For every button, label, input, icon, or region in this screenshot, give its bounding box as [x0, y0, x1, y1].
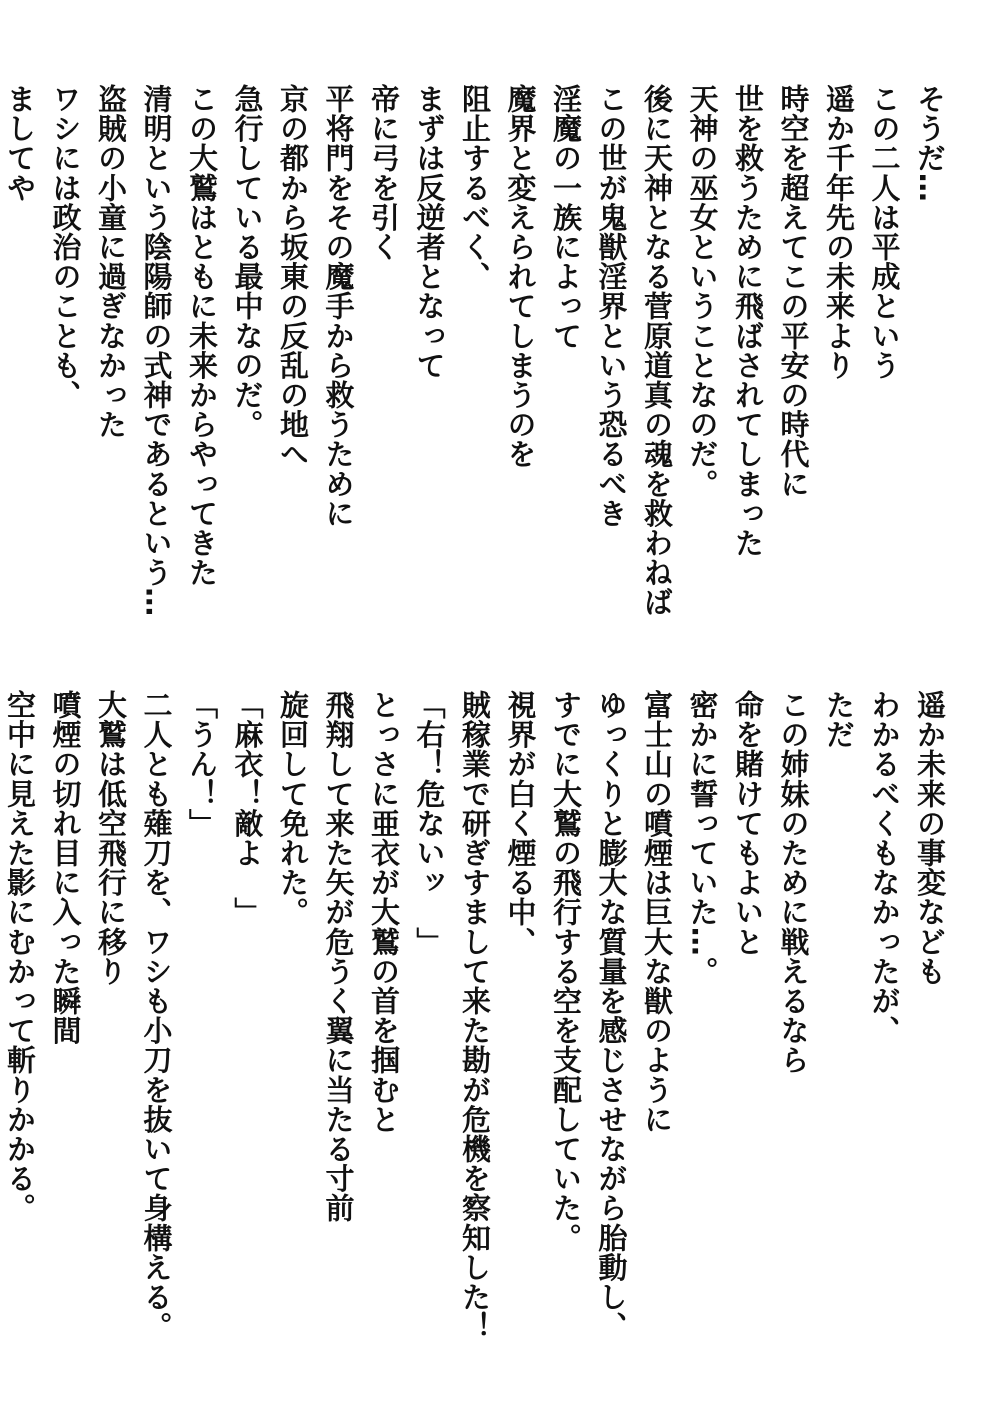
- text-line: 世を救うために飛ばされてしまった: [731, 84, 765, 558]
- text-line: 阻止するべく、: [458, 84, 492, 292]
- text-line: わかるべくもなかったが、: [867, 690, 902, 1046]
- text-line: 「右！危ないッ 」: [412, 690, 447, 957]
- text-line: この姉妹のために戦えるなら: [776, 690, 811, 1075]
- text-line: 平将門をその魔手から救うために: [321, 84, 356, 528]
- text-line: 天神の巫女ということなのだ。: [685, 84, 720, 499]
- text-line: 「麻衣！敵よ 」: [230, 690, 265, 927]
- text-line: 時空を超えてこの平安の時代に: [776, 84, 811, 499]
- text-line: とっさに亜衣が大鷲の首を掴むと: [367, 690, 401, 1134]
- text-line: 密かに誓っていた…。: [685, 690, 720, 986]
- text-line: 賊稼業で研ぎすまして来た勘が危機を察知した！: [458, 690, 492, 1342]
- text-line: そうだ…: [913, 84, 947, 203]
- text-line: 飛翔して来た矢が危うく翼に当たる寸前: [321, 690, 356, 1223]
- text-line: 命を賭けてもよいと: [731, 690, 765, 957]
- text-line: 旋回して免れた。: [276, 690, 310, 927]
- text-line: ただ: [822, 690, 856, 750]
- text-line: ワシには政治のことも、: [48, 84, 83, 410]
- text-line: 魔界と変えられてしまうのを: [503, 84, 538, 469]
- text-line: 後に天神となる菅原道真の魂を救わねば: [640, 84, 674, 617]
- text-line: 淫魔の一族によって: [549, 84, 583, 351]
- text-line: 富士山の噴煙は巨大な獣のように: [640, 690, 674, 1134]
- text-line: 噴煙の切れ目に入った瞬間: [48, 690, 83, 1046]
- text-line: 盗賊の小童に過ぎなかった: [94, 84, 128, 440]
- text-line: 清明という陰陽師の式神であるという…: [139, 84, 174, 617]
- text-line: 二人とも薙刀を、ワシも小刀を抜いて身構える。: [139, 690, 174, 1342]
- text-line: この大鷲はともに未来からやってきた: [185, 84, 219, 588]
- text-line: まずは反逆者となって: [412, 84, 447, 380]
- text-line: 京の都から坂東の反乱の地へ: [276, 84, 310, 469]
- text-line: 遥か未来の事変なども: [913, 690, 947, 986]
- text-line: ゆっくりと膨大な質量を感じさせながら胎動し、: [594, 690, 629, 1342]
- text-line: この世が鬼獣淫界という恐るべき: [594, 84, 629, 528]
- text-line: 視界が白く煙る中、: [503, 690, 538, 957]
- text-block-top: [0, 84, 952, 644]
- text-line: すでに大鷲の飛行する空を支配していた。: [549, 690, 583, 1253]
- text-line: この二人は平成という: [867, 84, 902, 380]
- text-block-bottom: [0, 690, 952, 1342]
- text-line: 急行している最中なのだ。: [230, 84, 265, 440]
- text-line: 空中に見えた影にむかって斬りかかる。: [3, 690, 37, 1223]
- text-line: 遥か千年先の未来より: [822, 84, 856, 380]
- text-line: 大鷲は低空飛行に移り: [94, 690, 128, 986]
- text-line: ましてや: [3, 84, 37, 203]
- text-line: 「うん！」: [185, 690, 219, 838]
- text-line: 帝に弓を引く: [367, 84, 401, 262]
